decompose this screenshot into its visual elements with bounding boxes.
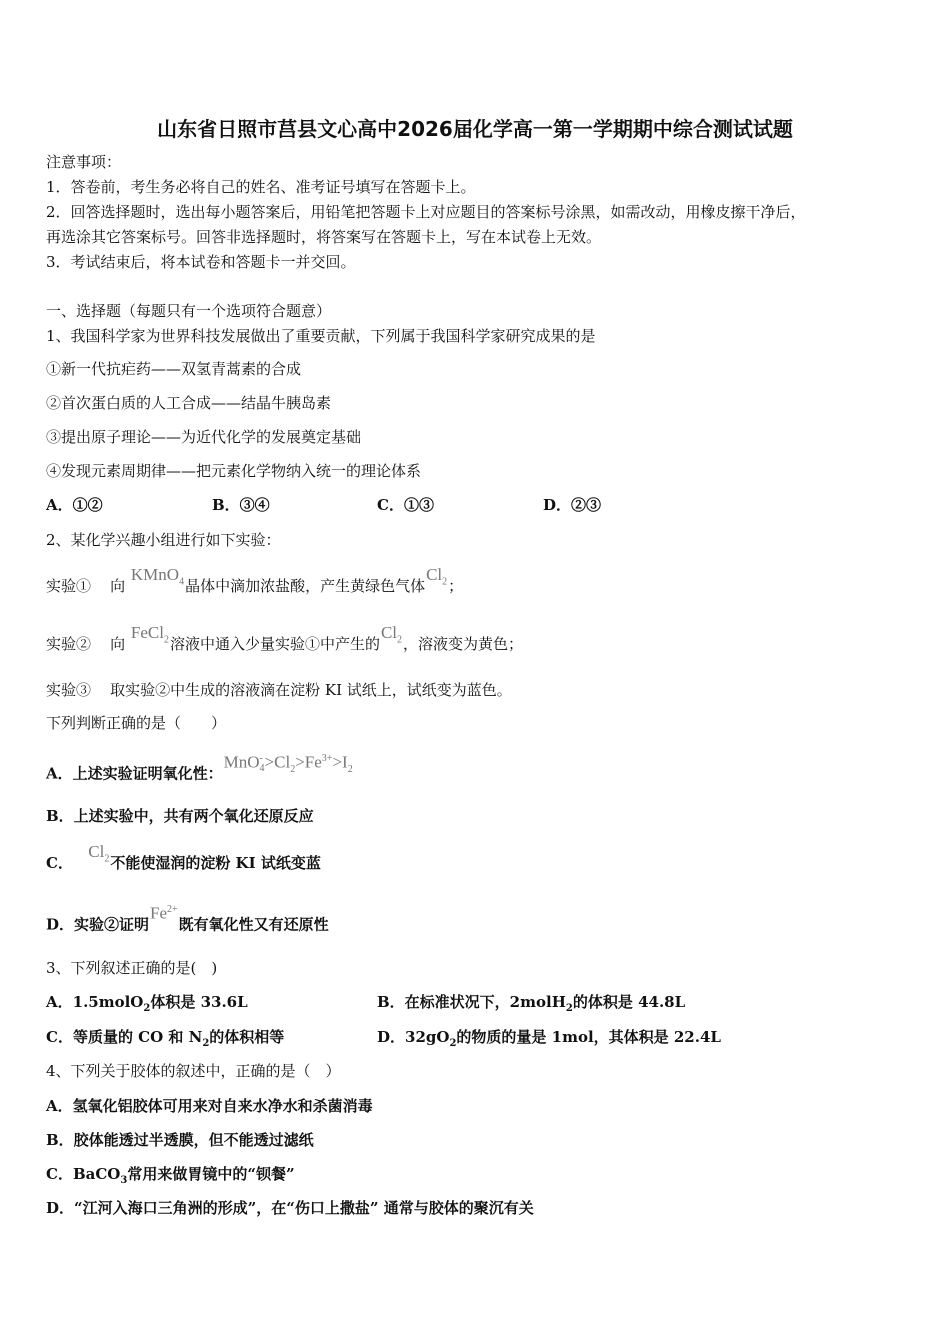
notice-item-2-cont: 再选涂其它答案标号。回答非选择题时，将答案写在答题卡上，写在本试卷上无效。 bbox=[46, 228, 602, 246]
q3-option-a: A．1.5molO$_2$体积是 33.6L bbox=[46, 993, 248, 1014]
q2-exp1-label: 实验① bbox=[46, 577, 92, 595]
q2-option-b: B．上述实验中，共有两个氧化还原反应 bbox=[46, 807, 314, 825]
q2-exp1 bbox=[46, 565, 464, 603]
q1-item-2: ②首次蛋白质的人工合成——结晶牛胰岛素 bbox=[46, 394, 332, 412]
notice-item-3: 3．考试结束后，将本试卷和答题卡一并交回。 bbox=[46, 253, 356, 271]
q2-exp1-end: ； bbox=[448, 577, 464, 595]
q4-stem: 4、下列关于胶体的叙述中，正确的是（ ） bbox=[46, 1062, 341, 1080]
q4-option-b: B．胶体能透过半透膜，但不能透过滤纸 bbox=[46, 1131, 314, 1149]
q2-option-c-formula: $Cl_2$ bbox=[88, 842, 110, 865]
q2-stem: 2、某化学兴趣小组进行如下实验： bbox=[46, 531, 281, 549]
q2-exp2-pre: 向 bbox=[110, 635, 126, 653]
q2-exp2-label: 实验② bbox=[46, 635, 92, 653]
q3-stem: 3、下列叙述正确的是( ) bbox=[46, 959, 218, 977]
q4-option-a: A．氢氧化铝胶体可用来对自来水净水和杀菌消毒 bbox=[46, 1097, 373, 1115]
q2-option-d-text: D．实验②证明 bbox=[46, 915, 150, 934]
q2-option-d-formula: $Fe^{2+}$ bbox=[150, 903, 178, 923]
q2-exp3-label: 实验③ bbox=[46, 681, 92, 699]
q3-option-b: B．在标准状况下，2molH$_2$的体积是 44.8L bbox=[377, 993, 686, 1014]
q2-option-a-formula: MnO - 4 $>Cl_2>Fe^{3+}>I_2$ bbox=[223, 752, 353, 776]
q2-exp1-mid: 晶体中滴加浓盐酸，产生黄绿色气体 bbox=[185, 577, 426, 595]
q4-option-d: D．“江河入海口三角洲的形成”，在“伤口上撒盐” 通常与胶体的聚沉有关 bbox=[46, 1199, 534, 1217]
q2-exp2 bbox=[46, 623, 524, 661]
q1-option-a: A．①② bbox=[46, 496, 103, 514]
q2-exp3 bbox=[46, 680, 512, 700]
q2-exp2-mid: 溶液中通入少量实验①中产生的 bbox=[169, 635, 380, 653]
notice-item-1: 1．答卷前，考生务必将自己的姓名、准考证号填写在答题卡上。 bbox=[46, 178, 476, 196]
section-heading: 一、选择题（每题只有一个选项符合题意） bbox=[46, 302, 332, 320]
q2-option-c-label: C． bbox=[46, 854, 73, 872]
q1-item-3: ③提出原子理论——为近代化学的发展奠定基础 bbox=[46, 428, 362, 446]
q3-option-d: D．$32gO_2$的物质的量是 1mol，其体积是 22.4L bbox=[377, 1028, 721, 1049]
q2-exp1-pre: 向 bbox=[110, 577, 126, 595]
q1-stem: 1、我国科学家为世界科技发展做出了重要贡献，下列属于我国科学家研究成果的是 bbox=[46, 327, 596, 345]
q2-exp2-reagent: FeCl$_2$ bbox=[130, 623, 169, 646]
q1-option-b: B．③④ bbox=[212, 496, 270, 514]
q2-question: 下列判断正确的是（ ） bbox=[46, 714, 227, 732]
notice-item-2: 2．回答选择题时，选出每小题答案后，用铅笔把答题卡上对应题目的答案标号涂黑，如需改动，用橡皮擦干净后， bbox=[46, 203, 806, 221]
q1-item-1: ①新一代抗疟药——双氢青蒿素的合成 bbox=[46, 360, 302, 378]
exam-title: 山东省日照市莒县文心高中2026届化学高一第一学期期中综合测试试题 bbox=[157, 117, 793, 141]
q2-exp1-reagent: KMnO$_4$ bbox=[130, 565, 185, 588]
q2-option-d bbox=[46, 903, 329, 935]
q2-option-c-text: 不能使湿润的淀粉 KI 试纸变蓝 bbox=[110, 854, 321, 872]
q2-option-c bbox=[46, 842, 321, 880]
q4-option-c: C．BaCO$_3$常用来做胃镜中的“钡餐” bbox=[46, 1165, 295, 1186]
q1-option-d: D．②③ bbox=[543, 496, 602, 514]
q1-option-c: C．①③ bbox=[377, 496, 434, 514]
q2-option-d-rest: 既有氧化性又有还原性 bbox=[178, 915, 329, 934]
q2-exp3-text: 取实验②中生成的溶液滴在淀粉 KI 试纸上，试纸变为蓝色。 bbox=[110, 681, 512, 699]
q1-item-4: ④发现元素周期律——把元素化学物纳入统一的理论体系 bbox=[46, 462, 422, 480]
q2-option-a bbox=[46, 752, 354, 791]
q2-exp1-gas: $Cl_2$ bbox=[426, 565, 448, 588]
q2-exp2-gas: $Cl_2$ bbox=[380, 623, 403, 646]
q3-option-c: C．等质量的 CO 和 $N_2$的体积相等 bbox=[46, 1028, 285, 1049]
q2-option-a-text: A．上述实验证明氧化性： bbox=[46, 764, 223, 783]
q2-exp2-end: ，溶液变为黄色； bbox=[403, 635, 524, 653]
notice-heading: 注意事项： bbox=[46, 153, 122, 171]
